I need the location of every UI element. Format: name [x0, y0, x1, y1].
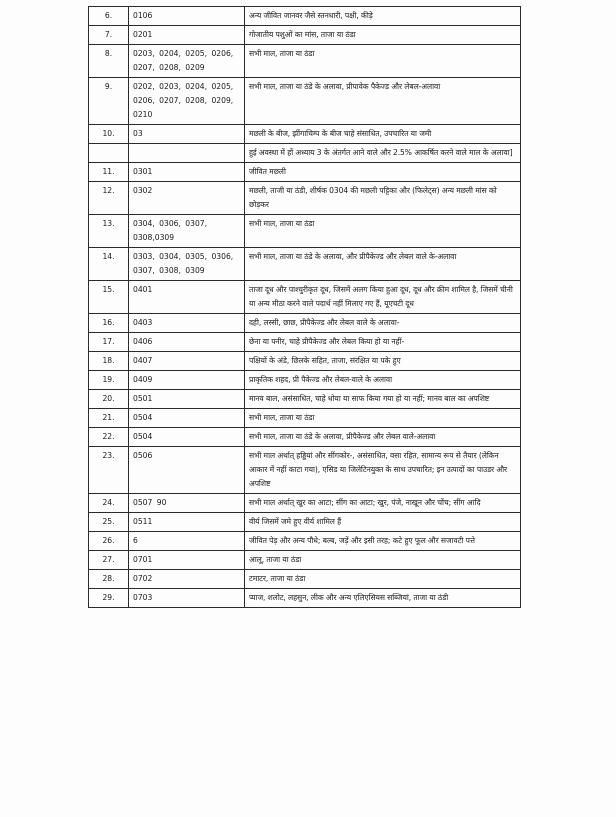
- row-number: 24.: [89, 494, 129, 513]
- table-row: [89, 248, 521, 281]
- hsn-code: 03: [129, 125, 245, 144]
- row-number: 21.: [89, 409, 129, 428]
- table-row: [89, 551, 521, 570]
- row-number: 29.: [89, 589, 129, 608]
- table-row: [89, 215, 521, 248]
- hsn-code: 0403: [129, 314, 245, 333]
- goods-description: हुई अवस्था में हों अध्याय 3 के अंतर्गत आने वाले और 2.5% आकर्षित करने वाले माल के अलावा]: [245, 144, 521, 163]
- hsn-code: 0203, 0204, 0205, 0206, 0207, 0208, 0209: [129, 45, 245, 78]
- table-row: [89, 371, 521, 390]
- hsn-code: 0511: [129, 513, 245, 532]
- hsn-code: 0401: [129, 281, 245, 314]
- goods-description: सभी माल, ताजा या ठंडा: [245, 215, 521, 248]
- table-row: [89, 352, 521, 371]
- row-number: 10.: [89, 125, 129, 144]
- hsn-code: 0303, 0304, 0305, 0306, 0307, 0308, 0309: [129, 248, 245, 281]
- goods-description: प्राकृतिक शहद, प्री पैकेज्ड और लेबल-वाले के अलावा: [245, 371, 521, 390]
- table-row: [89, 532, 521, 551]
- goods-description: सभी माल, ताजा या ठंडे के अलावा, और प्रीपैकेज्ड और लेबल वाले के-अलावा: [245, 248, 521, 281]
- table-row: [89, 390, 521, 409]
- goods-description: सभी माल, ताजा या ठंडे के अलावा, प्रीपावेक पैकेज्ड और लेबल-अलावा: [245, 78, 521, 125]
- table-row: [89, 45, 521, 78]
- row-number: 12.: [89, 182, 129, 215]
- table-row: [89, 428, 521, 447]
- hsn-code: 0201: [129, 26, 245, 45]
- row-number: 28.: [89, 570, 129, 589]
- hsn-code: 6: [129, 532, 245, 551]
- row-number: [89, 144, 129, 163]
- hsn-code: 0504: [129, 409, 245, 428]
- hsn-code: 0302: [129, 182, 245, 215]
- table-row: [89, 333, 521, 352]
- goods-description: वीर्य जिसमें जमे हुए वीर्य शामिल हैं: [245, 513, 521, 532]
- goods-description: मानव बाल, असंसाधित, चाहे धोया या साफ किया गया हो या नहीं; मानव बाल का अपशिष्ट: [245, 390, 521, 409]
- table-row: [89, 447, 521, 494]
- table-row: [89, 144, 521, 163]
- hsn-code: 0506: [129, 447, 245, 494]
- goods-description: दही, लस्सी, छाछ, प्रीपैकेज्ड और लेबल वाले के अलावा-: [245, 314, 521, 333]
- table-row: [89, 7, 521, 26]
- goods-description: सभी माल अर्थात् हड्डियां और सींगकोर-, असंसाधित, वसा रहित, सामान्य रूप से तैयार (लेकिन आकार में नहीं काटा गया), एसिड या जिलेटिनयुक्त के साथ उपचारित; इन उत्पादों का पाउडर और अपशिष्ट: [245, 447, 521, 494]
- table-row: [89, 125, 521, 144]
- row-number: 20.: [89, 390, 129, 409]
- table-row: [89, 26, 521, 45]
- row-number: 26.: [89, 532, 129, 551]
- table-row: [89, 182, 521, 215]
- goods-description: छेना या पनीर, चाहे प्रीपैकेज्ड और लेबल किया हो या नहीं-: [245, 333, 521, 352]
- row-number: 9.: [89, 78, 129, 125]
- row-number: 13.: [89, 215, 129, 248]
- goods-description: जीवित मछली: [245, 163, 521, 182]
- hsn-code: 0406: [129, 333, 245, 352]
- table-row: [89, 281, 521, 314]
- goods-description: मछली, ताजी या ठंडी, शीर्षक 0304 की मछली पट्टिका और (फिलेट्स) अन्य मछली मांस को छोड़कर: [245, 182, 521, 215]
- goods-description: सभी माल अर्थात् खुर का आटा; सींग का आटा; खुर, पंजे, नाखून और चोंच; सींग आदि: [245, 494, 521, 513]
- row-number: 17.: [89, 333, 129, 352]
- goods-description: पक्षियों के अंडे, छिलके सहित, ताजा, संरक्षित या पके हुए: [245, 352, 521, 371]
- goods-description: प्याज, शलोट, लहसुन, लीक और अन्य एलिएसियस सब्जियां, ताजा या ठंडी: [245, 589, 521, 608]
- hsn-code: 0202, 0203, 0204, 0205, 0206, 0207, 0208, 0209, 0210: [129, 78, 245, 125]
- row-number: 27.: [89, 551, 129, 570]
- goods-description: ताजा दूध और पाश्चुरीकृत दूध, जिसमें अलग किया हुआ दूध, दूध और क्रीम शामिल है, जिसमें चीनी या अन्य मीठा करने वाले पदार्थ नहीं मिलाए गए हैं, यूएचटी दूध: [245, 281, 521, 314]
- goods-table-body: [89, 7, 521, 608]
- table-row: [89, 494, 521, 513]
- row-number: 11.: [89, 163, 129, 182]
- row-number: 15.: [89, 281, 129, 314]
- row-number: 8.: [89, 45, 129, 78]
- goods-description: सभी माल, ताजा या ठंडा: [245, 45, 521, 78]
- hsn-code: 0106: [129, 7, 245, 26]
- row-number: 7.: [89, 26, 129, 45]
- hsn-code: 0301: [129, 163, 245, 182]
- table-row: [89, 570, 521, 589]
- table-row: [89, 78, 521, 125]
- goods-table: [88, 6, 521, 608]
- goods-description: जीवित पेड़ और अन्य पौधे; बल्ब, जड़ें और इसी तरह; कटे हुए फूल और सजावटी पत्ते: [245, 532, 521, 551]
- row-number: 25.: [89, 513, 129, 532]
- hsn-code: 0504: [129, 428, 245, 447]
- row-number: 6.: [89, 7, 129, 26]
- table-row: [89, 513, 521, 532]
- hsn-code: 0501: [129, 390, 245, 409]
- table-row: [89, 589, 521, 608]
- hsn-code: [129, 144, 245, 163]
- hsn-code: 0703: [129, 589, 245, 608]
- hsn-code: 0407: [129, 352, 245, 371]
- row-number: 14.: [89, 248, 129, 281]
- goods-description: सभी माल, ताजा या ठंडा: [245, 409, 521, 428]
- row-number: 22.: [89, 428, 129, 447]
- row-number: 19.: [89, 371, 129, 390]
- table-row: [89, 409, 521, 428]
- goods-description: टमाटर, ताजा या ठंडा: [245, 570, 521, 589]
- row-number: 18.: [89, 352, 129, 371]
- hsn-code: 0701: [129, 551, 245, 570]
- table-row: [89, 163, 521, 182]
- goods-description: आलू, ताजा या ठंडा: [245, 551, 521, 570]
- row-number: 23.: [89, 447, 129, 494]
- hsn-code: 0409: [129, 371, 245, 390]
- hsn-code: 0702: [129, 570, 245, 589]
- goods-description: अन्य जीवित जानवर जैसे स्तनधारी, पक्षी, कीड़े: [245, 7, 521, 26]
- goods-description: सभी माल, ताजा या ठंडे के अलावा, प्रीपैकेज्ड और लेबल वाले-अलावा: [245, 428, 521, 447]
- hsn-code: 0304, 0306, 0307, 0308,0309: [129, 215, 245, 248]
- goods-description: गोजातीय पशुओं का मांस, ताजा या ठंडा: [245, 26, 521, 45]
- table-row: [89, 314, 521, 333]
- goods-description: मछली के बीज, झींगाचिम्प के बीज चाहे संसाधित, उपचारित या जमी: [245, 125, 521, 144]
- row-number: 16.: [89, 314, 129, 333]
- hsn-code: 0507 90: [129, 494, 245, 513]
